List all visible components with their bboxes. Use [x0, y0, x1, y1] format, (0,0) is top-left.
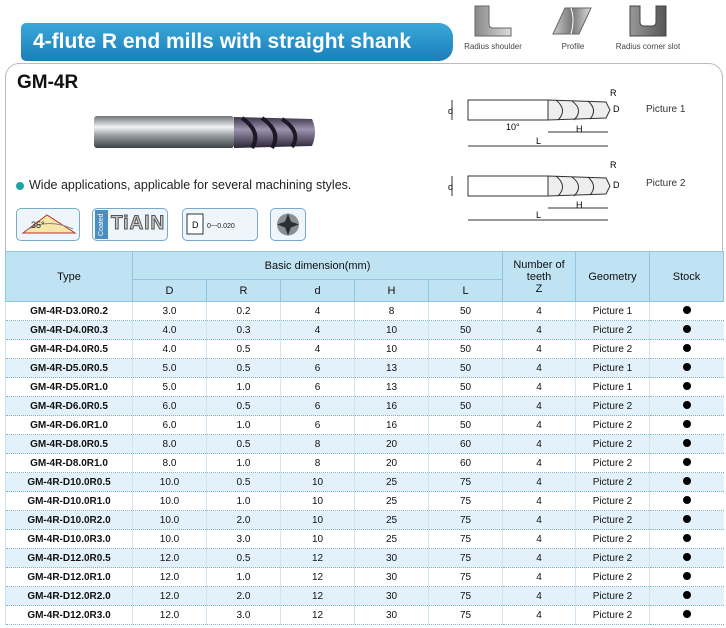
cell-stock: [650, 378, 724, 397]
cell-geometry: Picture 1: [576, 359, 650, 378]
cell-geometry: Picture 2: [576, 492, 650, 511]
cell-R: 0.3: [207, 321, 281, 340]
in-stock-icon: [683, 572, 691, 580]
cell-L: 50: [429, 321, 503, 340]
cell-stock: [650, 416, 724, 435]
table-row: [6, 549, 724, 568]
cell-H: 30: [355, 568, 429, 587]
angle-badge: [16, 208, 80, 241]
cell-geometry: Picture 1: [576, 378, 650, 397]
in-stock-icon: [683, 496, 691, 504]
in-stock-icon: [683, 401, 691, 409]
cell-L: 75: [429, 568, 503, 587]
table-row: [6, 511, 724, 530]
coating-badge: [92, 208, 168, 241]
dim-H-2: H: [576, 200, 583, 210]
cell-type: GM-4R-D12.0R0.5: [6, 549, 133, 568]
cell-D: 12.0: [133, 587, 207, 606]
picture-1-label: Picture 1: [646, 104, 686, 115]
in-stock-icon: [683, 382, 691, 390]
table-row: [6, 416, 724, 435]
cell-R: 0.2: [207, 302, 281, 321]
cell-R: 3.0: [207, 530, 281, 549]
cell-type: GM-4R-D5.0R0.5: [6, 359, 133, 378]
cell-H: 20: [355, 454, 429, 473]
in-stock-icon: [683, 591, 691, 599]
cell-d: 10: [281, 511, 355, 530]
model-name: GM-4R: [17, 72, 79, 93]
page-title: 4-flute R end mills with straight shank: [21, 23, 453, 61]
tolerance-symbol: D: [192, 220, 199, 230]
col-geometry: Geometry: [576, 252, 650, 302]
dim-H: H: [576, 124, 583, 134]
cell-stock: [650, 435, 724, 454]
app-radius-shoulder: [458, 4, 528, 51]
cell-stock: [650, 568, 724, 587]
cell-type: GM-4R-D10.0R3.0: [6, 530, 133, 549]
cell-D: 12.0: [133, 606, 207, 625]
app-radius-corner-slot: [613, 4, 683, 51]
cell-geometry: Picture 2: [576, 397, 650, 416]
dim-d: d: [448, 106, 454, 116]
cell-type: GM-4R-D12.0R2.0: [6, 587, 133, 606]
cell-type: GM-4R-D5.0R1.0: [6, 378, 133, 397]
cell-R: 1.0: [207, 492, 281, 511]
cell-L: 50: [429, 302, 503, 321]
cell-d: 6: [281, 359, 355, 378]
spec-table: [5, 251, 724, 625]
cell-Z: 4: [503, 492, 576, 511]
cell-stock: [650, 530, 724, 549]
cell-D: 8.0: [133, 435, 207, 454]
cell-D: 6.0: [133, 397, 207, 416]
application-icons: [458, 4, 726, 56]
teeth-sub: Z: [535, 282, 543, 295]
cell-D: 5.0: [133, 359, 207, 378]
cell-R: 1.0: [207, 378, 281, 397]
end-mill-image: [92, 112, 320, 154]
cell-type: GM-4R-D8.0R0.5: [6, 435, 133, 454]
cell-geometry: Picture 2: [576, 511, 650, 530]
cell-D: 3.0: [133, 302, 207, 321]
cell-D: 12.0: [133, 568, 207, 587]
cell-stock: [650, 302, 724, 321]
in-stock-icon: [683, 553, 691, 561]
cell-L: 75: [429, 511, 503, 530]
cell-d: 6: [281, 397, 355, 416]
cell-Z: 4: [503, 359, 576, 378]
in-stock-icon: [683, 420, 691, 428]
cell-Z: 4: [503, 530, 576, 549]
cell-H: 8: [355, 302, 429, 321]
cell-geometry: Picture 2: [576, 549, 650, 568]
helix-angle-icon: [17, 209, 79, 240]
cell-d: 12: [281, 568, 355, 587]
table-row: [6, 454, 724, 473]
table-row: [6, 302, 724, 321]
table-row: [6, 530, 724, 549]
cell-L: 50: [429, 359, 503, 378]
in-stock-icon: [683, 477, 691, 485]
coating-name: TiAlN: [111, 213, 166, 234]
cell-D: 10.0: [133, 473, 207, 492]
dim-d-2: d: [448, 182, 454, 192]
in-stock-icon: [683, 363, 691, 371]
cell-H: 30: [355, 587, 429, 606]
cell-R: 0.5: [207, 397, 281, 416]
cell-type: GM-4R-D10.0R2.0: [6, 511, 133, 530]
cell-type: GM-4R-D12.0R1.0: [6, 568, 133, 587]
cell-geometry: Picture 2: [576, 454, 650, 473]
cell-H: 25: [355, 492, 429, 511]
cell-D: 4.0: [133, 321, 207, 340]
dim-R-2: R: [610, 160, 617, 170]
col-stock: Stock: [650, 252, 724, 302]
cell-type: GM-4R-D3.0R0.2: [6, 302, 133, 321]
cell-Z: 4: [503, 587, 576, 606]
cell-type: GM-4R-D4.0R0.5: [6, 340, 133, 359]
cell-d: 10: [281, 492, 355, 511]
cell-R: 1.0: [207, 454, 281, 473]
app-label: Radius corner slot: [615, 42, 681, 51]
picture-2-drawing: [448, 158, 638, 224]
cell-R: 2.0: [207, 587, 281, 606]
cell-Z: 4: [503, 321, 576, 340]
cell-geometry: Picture 2: [576, 416, 650, 435]
table-row: [6, 473, 724, 492]
cell-L: 60: [429, 454, 503, 473]
app-profile: [538, 4, 608, 51]
cell-d: 10: [281, 530, 355, 549]
table-row: [6, 587, 724, 606]
dim-L: L: [536, 136, 542, 146]
cell-D: 6.0: [133, 416, 207, 435]
cell-geometry: Picture 2: [576, 568, 650, 587]
picture-2-label: Picture 2: [646, 178, 686, 189]
cell-d: 12: [281, 587, 355, 606]
cell-stock: [650, 587, 724, 606]
cell-R: 3.0: [207, 606, 281, 625]
dim-D-2: D: [613, 180, 620, 190]
app-label: Radius shoulder: [464, 42, 522, 51]
cell-type: GM-4R-D6.0R1.0: [6, 416, 133, 435]
cell-stock: [650, 321, 724, 340]
picture-1-drawing: [448, 86, 638, 152]
cell-d: 6: [281, 416, 355, 435]
angle-label: 35°: [31, 220, 45, 230]
cell-type: GM-4R-D12.0R3.0: [6, 606, 133, 625]
cell-L: 50: [429, 416, 503, 435]
cell-H: 20: [355, 435, 429, 454]
cell-d: 10: [281, 473, 355, 492]
cell-type: GM-4R-D6.0R0.5: [6, 397, 133, 416]
cell-L: 75: [429, 492, 503, 511]
table-row: [6, 492, 724, 511]
table-row: [6, 397, 724, 416]
cell-geometry: Picture 2: [576, 340, 650, 359]
cell-R: 0.5: [207, 549, 281, 568]
col-teeth: [503, 252, 576, 302]
in-stock-icon: [683, 344, 691, 352]
cell-H: 25: [355, 530, 429, 549]
cell-Z: 4: [503, 454, 576, 473]
cell-H: 10: [355, 321, 429, 340]
cell-d: 12: [281, 549, 355, 568]
cell-Z: 4: [503, 340, 576, 359]
cell-L: 75: [429, 606, 503, 625]
cell-geometry: Picture 2: [576, 587, 650, 606]
cell-Z: 4: [503, 473, 576, 492]
cell-type: GM-4R-D10.0R1.0: [6, 492, 133, 511]
teeth-label: Number of teeth: [513, 258, 565, 283]
four-flute-icon: [271, 209, 305, 240]
col-type: Type: [6, 252, 133, 302]
cell-R: 0.5: [207, 359, 281, 378]
in-stock-icon: [683, 306, 691, 314]
cell-L: 75: [429, 549, 503, 568]
cell-type: GM-4R-D10.0R0.5: [6, 473, 133, 492]
table-row: [6, 359, 724, 378]
cell-stock: [650, 606, 724, 625]
col-R: R: [207, 280, 281, 302]
cell-Z: 4: [503, 302, 576, 321]
in-stock-icon: [683, 610, 691, 618]
cell-D: 10.0: [133, 492, 207, 511]
cell-geometry: Picture 2: [576, 473, 650, 492]
dim-D: D: [613, 104, 620, 114]
col-basic-dimension: Basic dimension(mm): [133, 252, 503, 280]
cell-d: 4: [281, 340, 355, 359]
cell-stock: [650, 473, 724, 492]
cell-L: 75: [429, 473, 503, 492]
cell-Z: 4: [503, 435, 576, 454]
cell-stock: [650, 549, 724, 568]
cell-stock: [650, 454, 724, 473]
cell-R: 1.0: [207, 416, 281, 435]
angle-10: 10°: [506, 122, 520, 132]
cell-Z: 4: [503, 511, 576, 530]
cell-R: 1.0: [207, 568, 281, 587]
cell-geometry: Picture 2: [576, 606, 650, 625]
cell-H: 25: [355, 473, 429, 492]
in-stock-icon: [683, 325, 691, 333]
cell-d: 8: [281, 454, 355, 473]
cell-stock: [650, 492, 724, 511]
cell-H: 13: [355, 378, 429, 397]
cell-Z: 4: [503, 378, 576, 397]
cell-L: 50: [429, 397, 503, 416]
col-H: H: [355, 280, 429, 302]
cell-D: 10.0: [133, 511, 207, 530]
cell-R: 2.0: [207, 511, 281, 530]
cell-d: 4: [281, 302, 355, 321]
cell-D: 5.0: [133, 378, 207, 397]
tolerance-badge: [182, 208, 258, 241]
cell-d: 6: [281, 378, 355, 397]
cell-H: 30: [355, 549, 429, 568]
table-row: [6, 568, 724, 587]
radius-shoulder-icon: [471, 4, 515, 38]
cell-L: 75: [429, 530, 503, 549]
in-stock-icon: [683, 439, 691, 447]
cell-Z: 4: [503, 549, 576, 568]
dim-R: R: [610, 88, 617, 98]
cell-R: 0.5: [207, 435, 281, 454]
cell-d: 8: [281, 435, 355, 454]
table-row: [6, 606, 724, 625]
cell-stock: [650, 359, 724, 378]
table-row: [6, 378, 724, 397]
cell-D: 12.0: [133, 549, 207, 568]
in-stock-icon: [683, 515, 691, 523]
cell-R: 0.5: [207, 473, 281, 492]
cell-geometry: Picture 1: [576, 302, 650, 321]
cell-L: 50: [429, 378, 503, 397]
cell-d: 4: [281, 321, 355, 340]
profile-icon: [551, 4, 595, 38]
cell-H: 25: [355, 511, 429, 530]
cell-H: 10: [355, 340, 429, 359]
bullet-icon: [16, 182, 24, 190]
radius-corner-slot-icon: [626, 4, 670, 38]
in-stock-icon: [683, 458, 691, 466]
table-row: [6, 340, 724, 359]
coated-label: Coated: [95, 210, 108, 239]
cell-geometry: Picture 2: [576, 530, 650, 549]
app-label: Profile: [561, 42, 585, 51]
cell-H: 16: [355, 416, 429, 435]
cell-D: 8.0: [133, 454, 207, 473]
cell-Z: 4: [503, 568, 576, 587]
cell-stock: [650, 397, 724, 416]
cell-L: 60: [429, 435, 503, 454]
cell-Z: 4: [503, 397, 576, 416]
cell-d: 12: [281, 606, 355, 625]
cell-R: 0.5: [207, 340, 281, 359]
cell-H: 13: [355, 359, 429, 378]
cell-L: 75: [429, 587, 503, 606]
cell-Z: 4: [503, 606, 576, 625]
cell-type: GM-4R-D4.0R0.3: [6, 321, 133, 340]
tolerance-icon: [183, 209, 257, 240]
cell-H: 16: [355, 397, 429, 416]
cell-L: 50: [429, 340, 503, 359]
col-d: d: [281, 280, 355, 302]
flute-count-badge: [270, 208, 306, 241]
in-stock-icon: [683, 534, 691, 542]
col-D: D: [133, 280, 207, 302]
table-row: [6, 435, 724, 454]
col-L: L: [429, 280, 503, 302]
dim-L-2: L: [536, 210, 542, 220]
feature-label: Wide applications, applicable for several machining styles.: [29, 178, 352, 192]
cell-geometry: Picture 2: [576, 321, 650, 340]
cell-type: GM-4R-D8.0R1.0: [6, 454, 133, 473]
cell-D: 10.0: [133, 530, 207, 549]
tolerance-value: 0~-0.020: [207, 223, 235, 230]
cell-stock: [650, 340, 724, 359]
cell-geometry: Picture 2: [576, 435, 650, 454]
table-row: [6, 321, 724, 340]
cell-D: 4.0: [133, 340, 207, 359]
cell-Z: 4: [503, 416, 576, 435]
feature-text: [16, 178, 351, 192]
cell-H: 30: [355, 606, 429, 625]
cell-stock: [650, 511, 724, 530]
